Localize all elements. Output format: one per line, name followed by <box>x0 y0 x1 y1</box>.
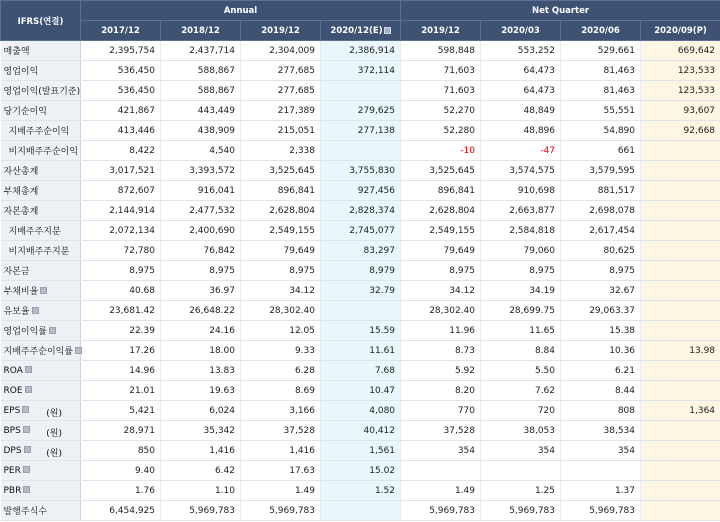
row-label: BPS (원) <box>1 421 81 441</box>
annual-value-cell: 2,395,754 <box>81 41 161 61</box>
table-row <box>1 121 720 141</box>
quarter-value-cell: 13.98 <box>641 341 720 361</box>
quarter-value-cell <box>641 281 720 301</box>
quarter-value-cell <box>641 141 720 161</box>
quarter-value-cell: 93,607 <box>641 101 720 121</box>
table-row <box>1 181 720 201</box>
quarter-value-cell <box>641 301 720 321</box>
annual-value-cell: 40,412 <box>321 421 401 441</box>
quarter-value-cell: 770 <box>401 401 481 421</box>
annual-value-cell: 2,828,374 <box>321 201 401 221</box>
annual-value-cell: 5,421 <box>81 401 161 421</box>
quarter-value-cell: 1,364 <box>641 401 720 421</box>
quarter-value-cell: 5,969,783 <box>401 501 481 521</box>
quarter-value-cell <box>401 461 481 481</box>
quarter-value-cell: 38,053 <box>481 421 561 441</box>
annual-value-cell: 443,449 <box>161 101 241 121</box>
quarter-value-cell <box>641 441 720 461</box>
quarter-value-cell: 54,890 <box>561 121 641 141</box>
quarter-value-cell: 79,649 <box>401 241 481 261</box>
quarter-value-cell: 32.67 <box>561 281 641 301</box>
help-icon[interactable] <box>23 466 30 473</box>
quarter-value-cell: 81,463 <box>561 61 641 81</box>
quarter-value-cell: 8.73 <box>401 341 481 361</box>
table-row <box>1 501 720 521</box>
annual-value-cell: 26,648.22 <box>161 301 241 321</box>
annual-value-cell: 536,450 <box>81 61 161 81</box>
annual-value-cell: 2,477,532 <box>161 201 241 221</box>
annual-value-cell: 588,867 <box>161 61 241 81</box>
unit-label: (원) <box>46 449 62 459</box>
annual-group-header[interactable]: Annual <box>81 1 401 21</box>
annual-value-cell: 21.01 <box>81 381 161 401</box>
annual-value-cell: 28,302.40 <box>241 301 321 321</box>
help-icon[interactable] <box>25 366 32 373</box>
quarter-value-cell <box>641 381 720 401</box>
help-icon[interactable] <box>25 386 32 393</box>
annual-value-cell: 413,446 <box>81 121 161 141</box>
table-row <box>1 441 720 461</box>
annual-value-cell: 7.68 <box>321 361 401 381</box>
annual-value-cell: 8.69 <box>241 381 321 401</box>
quarter-value-cell: 5,969,783 <box>561 501 641 521</box>
annual-value-cell: 3,393,572 <box>161 161 241 181</box>
annual-value-cell: 6,454,925 <box>81 501 161 521</box>
row-label: 부채총계 <box>1 181 81 201</box>
quarter-value-cell: 354 <box>401 441 481 461</box>
row-label: 영업이익(발표기준) <box>1 81 81 101</box>
annual-value-cell: 28,971 <box>81 421 161 441</box>
row-label: ROA <box>1 361 81 381</box>
annual-value-cell: 5,969,783 <box>241 501 321 521</box>
annual-value-cell: 8,422 <box>81 141 161 161</box>
annual-value-cell: 1,416 <box>161 441 241 461</box>
annual-value-cell: 850 <box>81 441 161 461</box>
quarter-value-cell <box>641 201 720 221</box>
annual-value-cell: 1.49 <box>241 481 321 501</box>
annual-value-cell: 34.12 <box>241 281 321 301</box>
annual-value-cell: 1,561 <box>321 441 401 461</box>
annual-value-cell: 6,024 <box>161 401 241 421</box>
annual-value-cell: 11.61 <box>321 341 401 361</box>
annual-value-cell: 277,685 <box>241 81 321 101</box>
quarter-value-cell: 2,617,454 <box>561 221 641 241</box>
quarter-value-cell: 8.44 <box>561 381 641 401</box>
quarter-value-cell: 720 <box>481 401 561 421</box>
annual-value-cell: 2,400,690 <box>161 221 241 241</box>
row-label: 발행주식수 <box>1 501 81 521</box>
quarter-value-cell: 38,534 <box>561 421 641 441</box>
annual-value-cell: 872,607 <box>81 181 161 201</box>
quarter-value-cell <box>641 161 720 181</box>
annual-value-cell: 32.79 <box>321 281 401 301</box>
row-label: 부채비율 <box>1 281 81 301</box>
quarter-value-cell: 64,473 <box>481 61 561 81</box>
quarter-value-cell: 3,525,645 <box>401 161 481 181</box>
quarter-value-cell: 55,551 <box>561 101 641 121</box>
quarter-value-cell: 5.50 <box>481 361 561 381</box>
annual-value-cell: 3,017,521 <box>81 161 161 181</box>
quarter-value-cell: 354 <box>561 441 641 461</box>
table-row <box>1 341 720 361</box>
quarter-value-cell: 48,896 <box>481 121 561 141</box>
annual-value-cell: 8,979 <box>321 261 401 281</box>
annual-value-cell: 3,166 <box>241 401 321 421</box>
quarter-value-cell: 34.12 <box>401 281 481 301</box>
quarter-value-cell <box>641 221 720 241</box>
annual-value-cell: 72,780 <box>81 241 161 261</box>
quarter-value-cell <box>641 481 720 501</box>
quarter-value-cell: 1.37 <box>561 481 641 501</box>
quarter-value-cell: 71,603 <box>401 81 481 101</box>
annual-value-cell: 896,841 <box>241 181 321 201</box>
quarter-value-cell <box>481 461 561 481</box>
table-row <box>1 161 720 181</box>
table-row <box>1 461 720 481</box>
annual-value-cell: 2,304,009 <box>241 41 321 61</box>
table-row <box>1 201 720 221</box>
quarter-value-cell: 11.96 <box>401 321 481 341</box>
help-icon[interactable] <box>75 347 82 354</box>
quarter-value-cell: 669,642 <box>641 41 720 61</box>
annual-value-cell: 4,080 <box>321 401 401 421</box>
quarter-value-cell: 37,528 <box>401 421 481 441</box>
quarter-value-cell: 3,579,595 <box>561 161 641 181</box>
row-label: 영업이익 <box>1 61 81 81</box>
quarter-value-cell: 8,975 <box>481 261 561 281</box>
quarter-value-cell: 29,063.37 <box>561 301 641 321</box>
annual-value-cell: 19.63 <box>161 381 241 401</box>
annual-value-cell: 277,138 <box>321 121 401 141</box>
quarter-value-cell: 598,848 <box>401 41 481 61</box>
quarter-value-cell: 2,663,877 <box>481 201 561 221</box>
annual-value-cell: 4,540 <box>161 141 241 161</box>
annual-period-header: 2018/12 <box>161 21 241 41</box>
unit-label: (원) <box>46 409 62 419</box>
annual-value-cell: 2,386,914 <box>321 41 401 61</box>
annual-value-cell: 5,969,783 <box>161 501 241 521</box>
annual-value-cell: 277,685 <box>241 61 321 81</box>
annual-value-cell: 17.63 <box>241 461 321 481</box>
annual-value-cell: 1.52 <box>321 481 401 501</box>
annual-value-cell: 927,456 <box>321 181 401 201</box>
quarter-value-cell: 28,699.75 <box>481 301 561 321</box>
quarter-value-cell: 28,302.40 <box>401 301 481 321</box>
table-row <box>1 301 720 321</box>
quarter-value-cell: 52,280 <box>401 121 481 141</box>
row-label: 비지배주주순이익 <box>1 141 81 161</box>
help-icon[interactable] <box>24 446 31 453</box>
annual-value-cell: 421,867 <box>81 101 161 121</box>
quarter-value-cell: 1.49 <box>401 481 481 501</box>
row-label: ROE <box>1 381 81 401</box>
annual-value-cell: 3,755,830 <box>321 161 401 181</box>
annual-value-cell: 6.28 <box>241 361 321 381</box>
table-row <box>1 381 720 401</box>
help-icon[interactable] <box>40 287 47 294</box>
annual-period-header: 2017/12 <box>81 21 161 41</box>
row-label: 유보율 <box>1 301 81 321</box>
row-label: 비지배주주지분 <box>1 241 81 261</box>
annual-value-cell: 8,975 <box>161 261 241 281</box>
annual-value-cell: 36.97 <box>161 281 241 301</box>
annual-value-cell: 2,072,134 <box>81 221 161 241</box>
annual-value-cell: 588,867 <box>161 81 241 101</box>
unit-label: (원) <box>46 429 62 439</box>
row-label: 자본금 <box>1 261 81 281</box>
quarter-value-cell <box>641 501 720 521</box>
table-row <box>1 481 720 501</box>
quarter-value-cell: 1.25 <box>481 481 561 501</box>
quarter-value-cell: 354 <box>481 441 561 461</box>
annual-value-cell: 13.83 <box>161 361 241 381</box>
row-label: 당기순이익 <box>1 101 81 121</box>
annual-value-cell <box>321 501 401 521</box>
quarter-value-cell: 661 <box>561 141 641 161</box>
quarter-value-cell: 123,533 <box>641 61 720 81</box>
annual-value-cell: 1.76 <box>81 481 161 501</box>
table-row <box>1 81 720 101</box>
annual-value-cell: 40.68 <box>81 281 161 301</box>
help-icon[interactable] <box>49 327 56 334</box>
quarter-value-cell: 2,549,155 <box>401 221 481 241</box>
row-label: 자본총계 <box>1 201 81 221</box>
annual-value-cell: 10.47 <box>321 381 401 401</box>
annual-value-cell <box>321 301 401 321</box>
annual-value-cell: 2,144,914 <box>81 201 161 221</box>
annual-value-cell: 9.33 <box>241 341 321 361</box>
quarter-value-cell: -10 <box>401 141 481 161</box>
quarter-value-cell: 8,975 <box>401 261 481 281</box>
quarter-value-cell: 52,270 <box>401 101 481 121</box>
help-icon[interactable] <box>23 426 30 433</box>
annual-value-cell: 15.02 <box>321 461 401 481</box>
row-label: PBR <box>1 481 81 501</box>
quarter-value-cell: 553,252 <box>481 41 561 61</box>
quarter-value-cell: 34.19 <box>481 281 561 301</box>
table-row <box>1 361 720 381</box>
row-label: EPS (원) <box>1 401 81 421</box>
quarter-value-cell: 79,060 <box>481 241 561 261</box>
annual-value-cell: 2,338 <box>241 141 321 161</box>
quarter-value-cell: 8.84 <box>481 341 561 361</box>
table-row <box>1 261 720 281</box>
annual-value-cell: 217,389 <box>241 101 321 121</box>
row-label: 매출액 <box>1 41 81 61</box>
help-icon[interactable] <box>23 486 30 493</box>
quarter-value-cell <box>641 361 720 381</box>
quarter-value-cell: 15.38 <box>561 321 641 341</box>
table-row <box>1 141 720 161</box>
annual-value-cell: 279,625 <box>321 101 401 121</box>
row-label: 지배주주순이익률 <box>1 341 81 361</box>
annual-value-cell: 438,909 <box>161 121 241 141</box>
annual-value-cell: 6.42 <box>161 461 241 481</box>
annual-value-cell <box>321 81 401 101</box>
quarter-value-cell: 2,698,078 <box>561 201 641 221</box>
table-row <box>1 61 720 81</box>
table-row <box>1 101 720 121</box>
table-row <box>1 321 720 341</box>
quarter-value-cell: 11.65 <box>481 321 561 341</box>
row-label: PER <box>1 461 81 481</box>
quarter-value-cell: 896,841 <box>401 181 481 201</box>
row-label: 지배주주순이익 <box>1 121 81 141</box>
annual-value-cell: 2,549,155 <box>241 221 321 241</box>
quarter-period-header: 2019/12 <box>401 21 481 41</box>
quarter-value-cell: 881,517 <box>561 181 641 201</box>
row-label: DPS (원) <box>1 441 81 461</box>
annual-value-cell: 2,745,077 <box>321 221 401 241</box>
quarter-value-cell <box>641 261 720 281</box>
row-label: 지배주주지분 <box>1 221 81 241</box>
annual-value-cell: 14.96 <box>81 361 161 381</box>
help-icon[interactable] <box>32 307 39 314</box>
table-row <box>1 221 720 241</box>
annual-value-cell <box>321 141 401 161</box>
table-row <box>1 41 720 61</box>
row-label: 영업이익률 <box>1 321 81 341</box>
quarter-value-cell: 5,969,783 <box>481 501 561 521</box>
quarter-value-cell: 5.92 <box>401 361 481 381</box>
annual-value-cell: 2,437,714 <box>161 41 241 61</box>
annual-value-cell: 2,628,804 <box>241 201 321 221</box>
annual-value-cell: 24.16 <box>161 321 241 341</box>
quarter-value-cell: 529,661 <box>561 41 641 61</box>
annual-value-cell: 3,525,645 <box>241 161 321 181</box>
quarter-value-cell: 2,628,804 <box>401 201 481 221</box>
annual-value-cell: 22.39 <box>81 321 161 341</box>
annual-value-cell: 12.05 <box>241 321 321 341</box>
annual-value-cell: 536,450 <box>81 81 161 101</box>
annual-value-cell: 37,528 <box>241 421 321 441</box>
table-row <box>1 421 720 441</box>
annual-value-cell: 372,114 <box>321 61 401 81</box>
annual-value-cell: 76,842 <box>161 241 241 261</box>
quarter-period-header: 2020/06 <box>561 21 641 41</box>
quarter-value-cell: 10.36 <box>561 341 641 361</box>
quarter-value-cell: 8.20 <box>401 381 481 401</box>
annual-value-cell: 916,041 <box>161 181 241 201</box>
estimate-icon[interactable] <box>384 27 391 34</box>
quarter-value-cell: 6.21 <box>561 361 641 381</box>
quarter-value-cell: 64,473 <box>481 81 561 101</box>
help-icon[interactable] <box>22 406 29 413</box>
annual-value-cell: 23,681.42 <box>81 301 161 321</box>
annual-value-cell: 8,975 <box>81 261 161 281</box>
table-row <box>1 241 720 261</box>
ifrs-corner-header: IFRS(연결) <box>1 1 81 41</box>
row-label: 자산총계 <box>1 161 81 181</box>
quarter-value-cell: 92,668 <box>641 121 720 141</box>
quarter-period-header: 2020/03 <box>481 21 561 41</box>
annual-value-cell: 79,649 <box>241 241 321 261</box>
quarter-value-cell: 910,698 <box>481 181 561 201</box>
annual-value-cell: 215,051 <box>241 121 321 141</box>
quarter-value-cell: 81,463 <box>561 81 641 101</box>
quarter-value-cell: 808 <box>561 401 641 421</box>
quarter-value-cell <box>641 421 720 441</box>
quarter-value-cell: 80,625 <box>561 241 641 261</box>
annual-value-cell: 35,342 <box>161 421 241 441</box>
annual-value-cell: 1.10 <box>161 481 241 501</box>
quarter-value-cell <box>641 181 720 201</box>
quarter-value-cell: 48,849 <box>481 101 561 121</box>
quarter-value-cell: 7.62 <box>481 381 561 401</box>
annual-value-cell: 17.26 <box>81 341 161 361</box>
annual-value-cell: 8,975 <box>241 261 321 281</box>
annual-value-cell: 15.59 <box>321 321 401 341</box>
quarter-value-cell: 2,584,818 <box>481 221 561 241</box>
quarter-value-cell: -47 <box>481 141 561 161</box>
annual-period-header: 2020/12(E) <box>321 21 401 41</box>
quarter-period-header: 2020/09(P) <box>641 21 720 41</box>
annual-value-cell: 1,416 <box>241 441 321 461</box>
quarter-value-cell: 3,574,575 <box>481 161 561 181</box>
annual-value-cell: 83,297 <box>321 241 401 261</box>
table-row <box>1 281 720 301</box>
table-row <box>1 401 720 421</box>
annual-value-cell: 9.40 <box>81 461 161 481</box>
annual-value-cell: 18.00 <box>161 341 241 361</box>
quarter-value-cell <box>641 321 720 341</box>
quarter-value-cell <box>641 461 720 481</box>
quarter-value-cell <box>561 461 641 481</box>
quarter-value-cell <box>641 241 720 261</box>
quarter-value-cell: 8,975 <box>561 261 641 281</box>
quarter-value-cell: 71,603 <box>401 61 481 81</box>
quarter-group-header[interactable]: Net Quarter <box>401 1 720 21</box>
quarter-value-cell: 123,533 <box>641 81 720 101</box>
annual-period-header: 2019/12 <box>241 21 321 41</box>
